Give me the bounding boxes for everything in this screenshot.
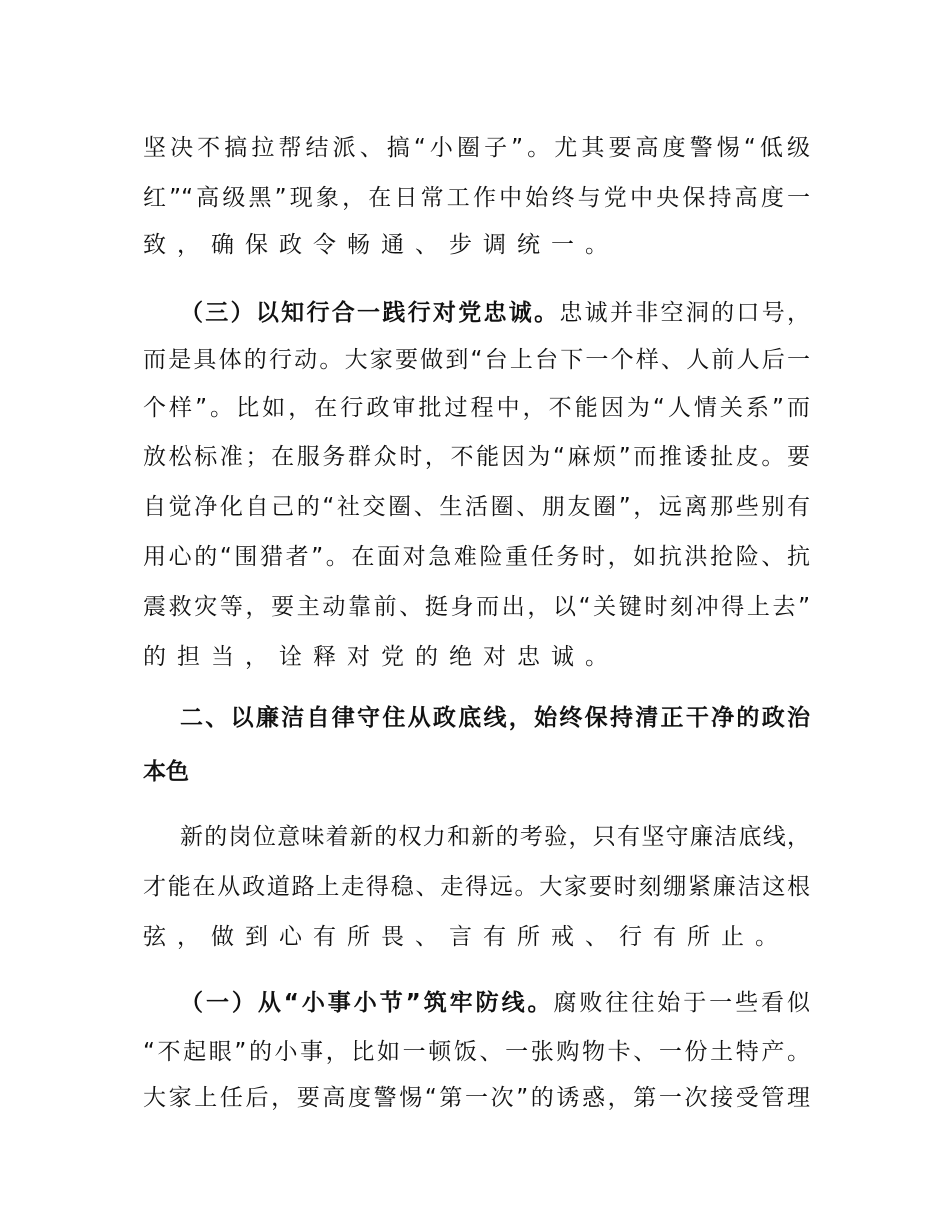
text-line: 震救灾等，要主动靠前、挺身而出，以“关键时刻冲得上去” <box>143 594 810 620</box>
text-line: 用心的“围猎者”。在面对急难险重任务时，如抗洪抢险、抗 <box>143 544 810 570</box>
text-line: 放松标准；在服务群众时，不能因为“麻烦”而推诿扯皮。要 <box>143 444 810 470</box>
subheading-3: （三）以知行合一践行对党忠诚。 <box>180 300 560 326</box>
heading-line: 二、以廉洁自律守住从政底线，始终保持清正干净的政治 <box>180 705 810 731</box>
text-line: 坚决不搞拉帮结派、搞“小圈子”。尤其要高度警惕“低级 <box>143 135 810 161</box>
text-line: 红”“高级黑”现象，在日常工作中始终与党中央保持高度一 <box>143 185 810 211</box>
text-span: 腐败往往始于一些看似 <box>553 990 811 1016</box>
text-line <box>180 987 810 1019</box>
text-line: 个样”。比如，在行政审批过程中，不能因为“人情关系”而 <box>143 395 810 421</box>
text-line: 才能在从政道路上走得稳、走得远。大家要时刻绷紧廉洁这根 <box>143 874 810 900</box>
text-line <box>180 297 810 329</box>
text-line: 致，确保政令畅通、步调统一。 <box>143 232 619 258</box>
text-line: 新的岗位意味着新的权力和新的考验，只有坚守廉洁底线， <box>180 824 810 850</box>
text-line: 而是具体的行动。大家要做到“台上台下一个样、人前人后一 <box>143 347 810 373</box>
heading-line: 本色 <box>143 759 189 785</box>
text-line: 弦，做到心有所畏、言有所戒、行有所止。 <box>143 924 789 950</box>
text-span: 忠诚并非空洞的口号， <box>559 300 811 326</box>
subheading-1: （一）从“小事小节”筑牢防线。 <box>180 990 554 1016</box>
text-line: 的担当，诠释对党的绝对忠诚。 <box>143 644 619 670</box>
text-line: “不起眼”的小事，比如一顿饭、一张购物卡、一份土特产。 <box>143 1039 810 1065</box>
text-line: 大家上任后，要高度警惕“第一次”的诱惑，第一次接受管理 <box>143 1085 810 1111</box>
text-line: 自觉净化自己的“社交圈、生活圈、朋友圈”，远离那些别有 <box>143 494 810 520</box>
